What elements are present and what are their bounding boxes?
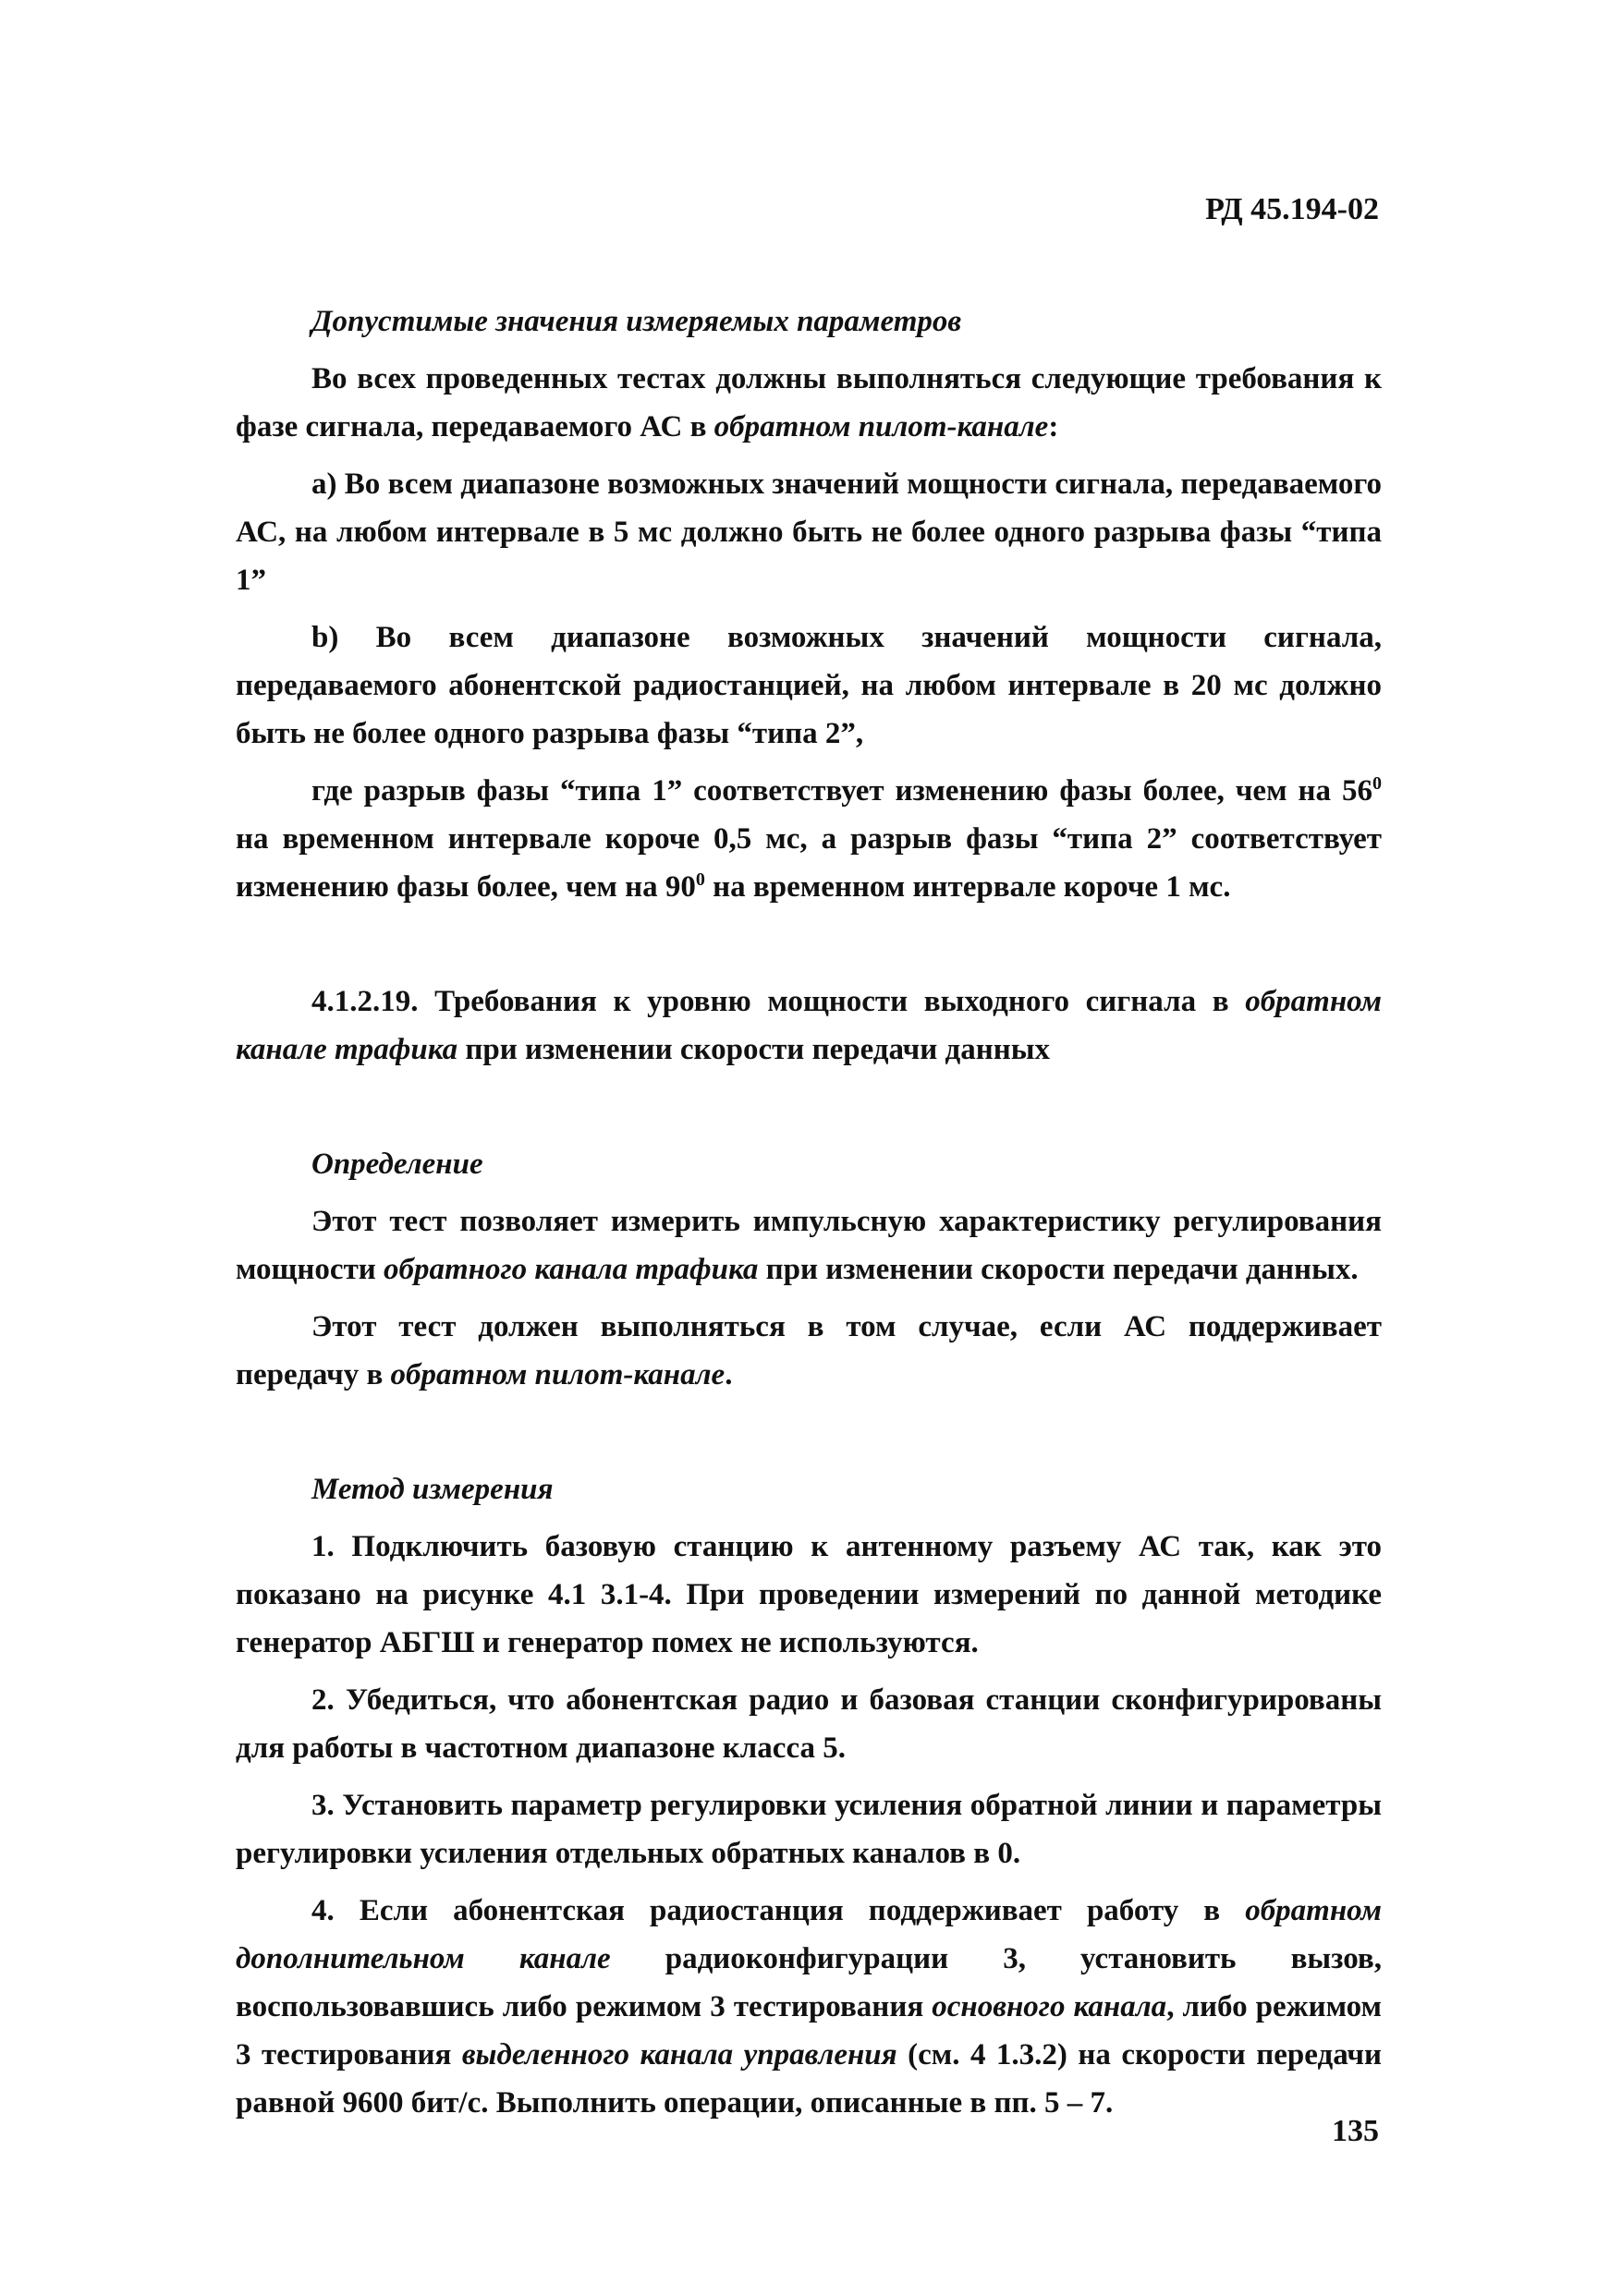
definition-1-keyword: обратного канала трафика [384,1253,759,1286]
step-4-text-2: радиоконфигурации 3, установить вызов, воспользовавшись либо режимом 3 тестирования [236,1942,1382,2023]
subtitle-permissible-values: Допустимые значения измеряемых параметров [311,305,962,338]
heading-text-2: при изменении скорости передачи данных [457,1033,1051,1066]
paragraph-note [236,767,1382,911]
page-number: 135 [1332,2114,1379,2148]
step-4-text-3: , либо режимом 3 тестирования [236,1990,1382,2071]
section-heading [236,978,1382,1074]
subtitle-method: Метод измерения [311,1473,554,1506]
step-4-text-1: 4. Если абонентская радиостанция поддерживает работу в [311,1894,1246,1927]
definition-1-text-1: Этот тест позволяет измерить импульсную характеристику регулирования мощности [236,1205,1382,1286]
section-permissible-values [236,298,1382,911]
note-superscript-1: 0 [1372,773,1382,794]
note-superscript-2: 0 [695,869,705,890]
intro-keyword: обратном пилот-канале [713,410,1049,443]
subtitle-definition: Определение [311,1148,483,1181]
heading-text-1: 4.1.2.19. Требования к уровню мощности выходного сигнала в [311,985,1246,1018]
step-4-keyword-3: выделенного канала управления [461,2038,897,2071]
definition-2-text-1: Этот тест должен выполняться в том случае, если АС поддерживает передачу в [236,1310,1382,1391]
paragraph-item-b: b) Во всем диапазоне возможных значений мощности сигнала, передаваемого абонентской радиостанцией, на любом интервале в 20 мс должно быть не более одного разрыва фазы “типа 2”, [236,621,1382,750]
definition-2-keyword: обратном пилот-канале [390,1358,726,1391]
method-step-2: 2. Убедиться, что абонентская радио и базовая станции сконфигурированы для работы в частотном диапазоне класса 5. [236,1683,1382,1765]
note-text-2: на временном интервале короче 0,5 мс, а разрыв фазы “типа 2” соответствует изменению фазы более, чем на 90 [236,822,1382,904]
section-method [236,1465,1382,2127]
note-text-1: где разрыв фазы “типа 1” соответствует изменению фазы более, чем на 56 [311,774,1372,808]
step-4-keyword-2: основного канала [932,1990,1167,2023]
heading-keyword: обратном канале трафика [236,985,1382,1066]
intro-text-1: Во всех проведенных тестах должны выполняться следующие требования к фазе сигнала, передаваемого АС в [236,362,1382,443]
definition-1-text-2: при изменении скорости передачи данных. [758,1253,1359,1286]
note-text-3: на временном интервале короче 1 мс. [704,870,1231,904]
document-code: РД 45.194-02 [1205,192,1379,226]
paragraph-item-a: а) Во всем диапазоне возможных значений мощности сигнала, передаваемого АС, на любом интервале в 5 мс должно быть не более одного разрыва фазы “типа 1” [236,468,1382,597]
method-step-3: 3. Установить параметр регулировки усиления обратной линии и параметры регулировки усиления отдельных обратных каналов в 0. [236,1789,1382,1870]
step-4-text-4: (см. 4 1.3.2) на скорости передачи равной 9600 бит/с. Выполнить операции, описанные в пп. 5 – 7. [236,2038,1382,2120]
definition-2-text-2: . [725,1358,733,1391]
section-heading-block [236,978,1382,1074]
intro-text-2: : [1048,410,1059,443]
paragraph-intro [236,355,1382,451]
section-definition [236,1140,1382,1399]
paragraph-definition-2 [236,1303,1382,1399]
method-step-4 [236,1887,1382,2127]
step-4-keyword-1: обратном дополнительном канале [236,1894,1382,1975]
method-step-1: 1. Подключить базовую станцию к антенному разъему АС так, как это показано на рисунке 4.1 3.1-4. При проведении измерений по данной методике генератор АБГШ и генератор помех не используются. [236,1530,1382,1659]
page-content [236,298,1382,2136]
paragraph-definition-1 [236,1197,1382,1294]
